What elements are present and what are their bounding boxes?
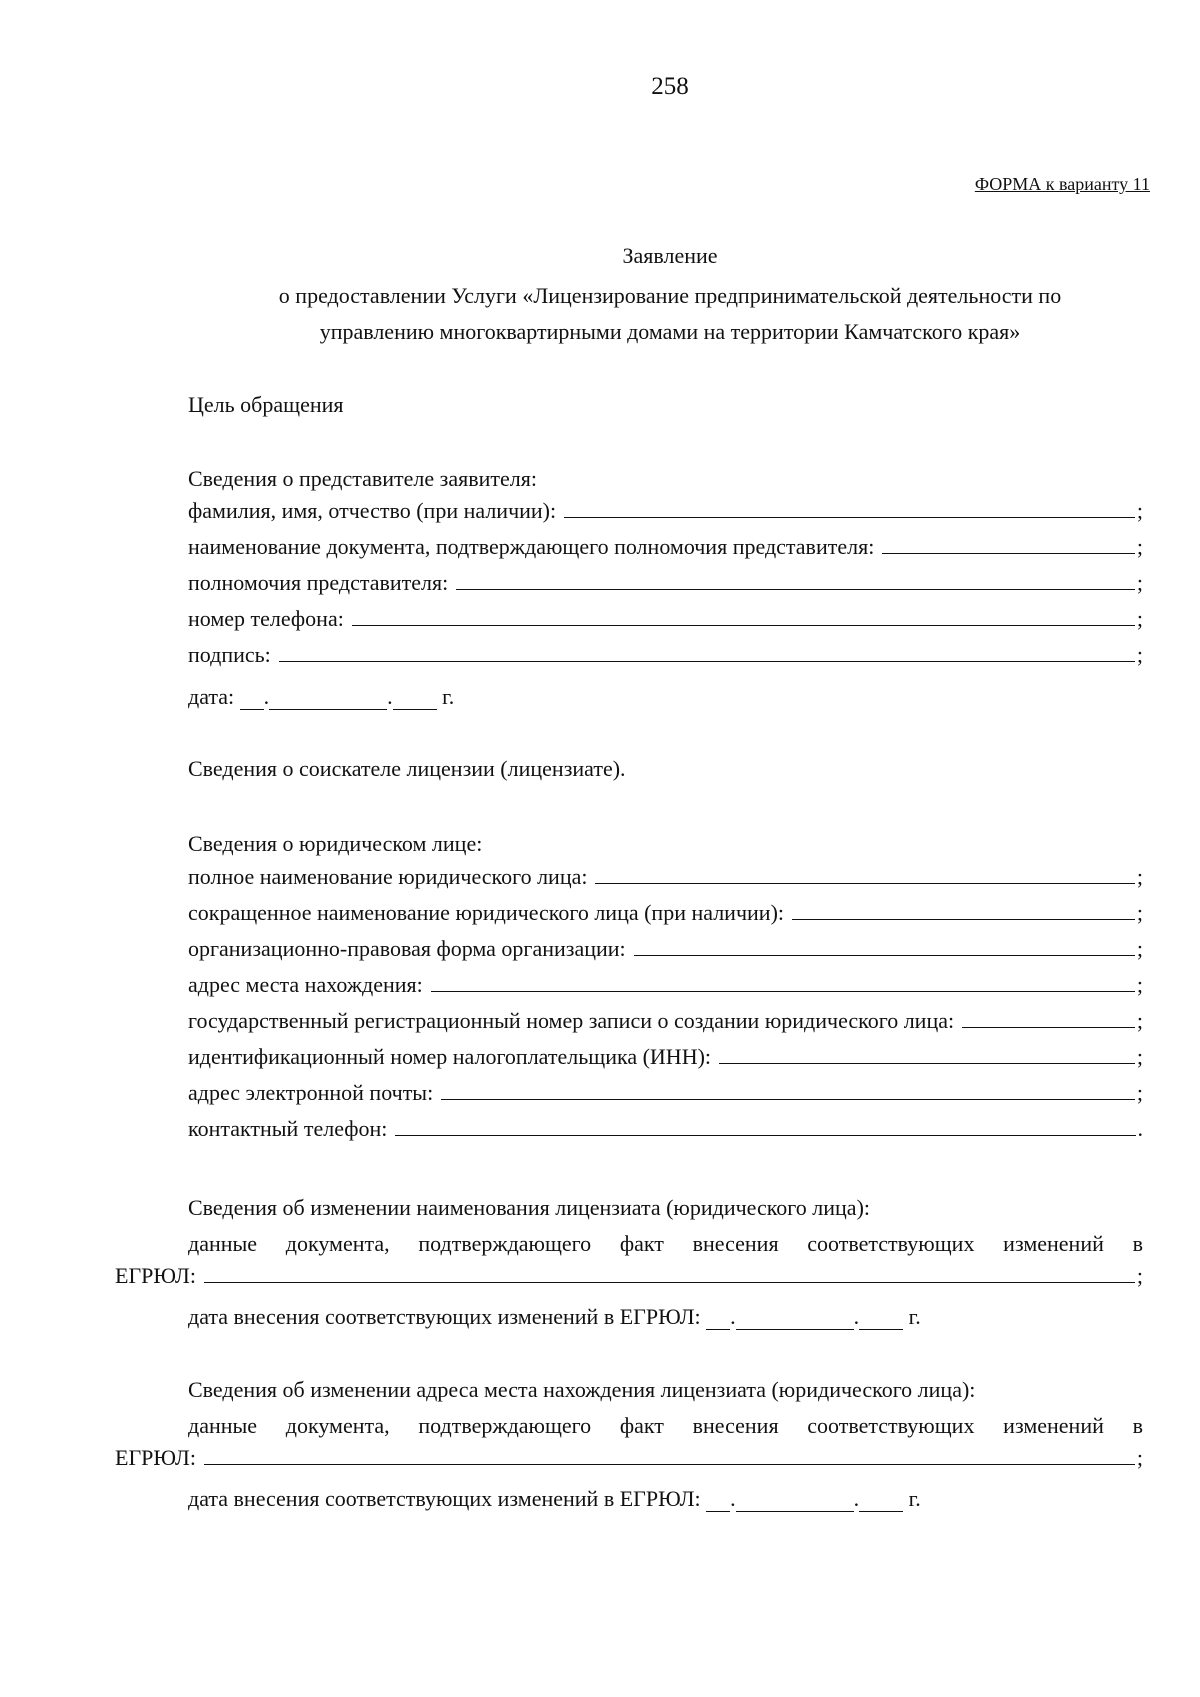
field-label: фамилия, имя, отчество (при наличии): xyxy=(188,498,557,523)
month-blank[interactable] xyxy=(269,691,387,710)
year-suffix: г. xyxy=(908,1304,921,1329)
fill-line[interactable] xyxy=(204,1281,1135,1283)
fill-line[interactable] xyxy=(564,516,1135,518)
purpose-label: Цель обращения xyxy=(188,392,344,417)
rep-phone-field[interactable]: номер телефона: ; xyxy=(188,606,1143,631)
year-suffix: г. xyxy=(908,1486,921,1511)
day-blank[interactable] xyxy=(240,691,264,710)
document-subtitle: о предоставлении Услуги «Лицензирование предпринимательской деятельности по управлению многоквартирными домами на территории Камчатского края» xyxy=(278,283,1062,344)
fill-line[interactable] xyxy=(352,624,1135,626)
address-change-doc-line: данные документа, подтверждающего факт внесения соответствующих изменений в xyxy=(188,1413,1143,1438)
fill-line[interactable] xyxy=(595,882,1134,884)
applicant-heading: Сведения о соискателе лицензии (лицензиате). xyxy=(188,756,626,781)
address-change-egrul-field[interactable]: ЕГРЮЛ: ; xyxy=(115,1445,1143,1470)
le-ogrn-field[interactable]: государственный регистрационный номер записи о создании юридического лица: ; xyxy=(188,1008,1143,1033)
fill-line[interactable] xyxy=(279,660,1135,662)
field-label: ЕГРЮЛ: xyxy=(115,1263,196,1288)
fill-line[interactable] xyxy=(431,990,1135,992)
field-label: адрес электронной почты: xyxy=(188,1080,434,1105)
field-label: государственный регистрационный номер записи о создании юридического лица: xyxy=(188,1008,955,1033)
fill-line[interactable] xyxy=(962,1026,1135,1028)
le-inn-field[interactable]: идентификационный номер налогоплательщика (ИНН): ; xyxy=(188,1044,1143,1069)
name-change-heading: Сведения об изменении наименования лицензиата (юридического лица): xyxy=(188,1195,871,1220)
rep-document-field[interactable]: наименование документа, подтверждающего полномочия представителя: ; xyxy=(188,534,1143,559)
document-title: Заявление xyxy=(622,243,718,268)
rep-signature-field[interactable]: подпись: ; xyxy=(188,642,1143,667)
name-change-doc-line: данные документа, подтверждающего факт внесения соответствующих изменений в xyxy=(188,1231,1143,1256)
fill-line[interactable] xyxy=(456,588,1135,590)
address-change-heading: Сведения об изменении адреса места нахождения лицензиата (юридического лица): xyxy=(188,1377,976,1402)
fill-line[interactable] xyxy=(441,1098,1135,1100)
date-label: дата: xyxy=(188,684,235,709)
name-change-date-field[interactable]: дата внесения соответствующих изменений в ЕГРЮЛ: . . г. xyxy=(188,1304,921,1329)
month-blank[interactable] xyxy=(736,1311,854,1330)
fill-line[interactable] xyxy=(882,552,1135,554)
field-label: адрес места нахождения: xyxy=(188,972,423,997)
field-label: ЕГРЮЛ: xyxy=(115,1445,196,1470)
le-legal-form-field[interactable]: организационно-правовая форма организации: ; xyxy=(188,936,1143,961)
field-label: номер телефона: xyxy=(188,606,344,631)
day-blank[interactable] xyxy=(706,1493,730,1512)
year-blank[interactable] xyxy=(393,691,437,710)
page-number: 258 xyxy=(651,73,689,100)
fill-line[interactable] xyxy=(792,918,1135,920)
le-short-name-field[interactable]: сокращенное наименование юридического лица (при наличии): ; xyxy=(188,900,1143,925)
address-change-date-field[interactable]: дата внесения соответствующих изменений в ЕГРЮЛ: . . г. xyxy=(188,1486,921,1511)
field-label: полное наименование юридического лица: xyxy=(188,864,588,889)
date-label: дата внесения соответствующих изменений в ЕГРЮЛ: xyxy=(188,1304,701,1329)
day-blank[interactable] xyxy=(706,1311,730,1330)
year-suffix: г. xyxy=(442,684,455,709)
le-address-field[interactable]: адрес места нахождения: ; xyxy=(188,972,1143,997)
year-blank[interactable] xyxy=(859,1493,903,1512)
field-label: подпись: xyxy=(188,642,271,667)
field-label: идентификационный номер налогоплательщика (ИНН): xyxy=(188,1044,712,1069)
year-blank[interactable] xyxy=(859,1311,903,1330)
field-label: наименование документа, подтверждающего полномочия представителя: xyxy=(188,534,875,559)
name-change-egrul-field[interactable]: ЕГРЮЛ: ; xyxy=(115,1263,1143,1288)
le-email-field[interactable]: адрес электронной почты: ; xyxy=(188,1080,1143,1105)
rep-date-field[interactable]: дата: . . г. xyxy=(188,684,455,709)
fill-line[interactable] xyxy=(634,954,1135,956)
field-label: сокращенное наименование юридического лица (при наличии): xyxy=(188,900,785,925)
field-label: организационно-правовая форма организации: xyxy=(188,936,626,961)
rep-authority-field[interactable]: полномочия представителя: ; xyxy=(188,570,1143,595)
rep-fio-field[interactable]: фамилия, имя, отчество (при наличии): ; xyxy=(188,498,1143,523)
field-label: полномочия представителя: xyxy=(188,570,449,595)
month-blank[interactable] xyxy=(736,1493,854,1512)
le-full-name-field[interactable]: полное наименование юридического лица: ; xyxy=(188,864,1143,889)
fill-line[interactable] xyxy=(395,1134,1135,1136)
fill-line[interactable] xyxy=(719,1062,1135,1064)
legal-entity-heading: Сведения о юридическом лице: xyxy=(188,831,483,856)
field-label: контактный телефон: xyxy=(188,1116,388,1141)
representative-heading: Сведения о представителе заявителя: xyxy=(188,466,537,491)
le-phone-field[interactable]: контактный телефон: . xyxy=(188,1116,1143,1141)
date-label: дата внесения соответствующих изменений в ЕГРЮЛ: xyxy=(188,1486,701,1511)
fill-line[interactable] xyxy=(204,1463,1135,1465)
form-reference: ФОРМА к варианту 11 xyxy=(974,174,1150,194)
